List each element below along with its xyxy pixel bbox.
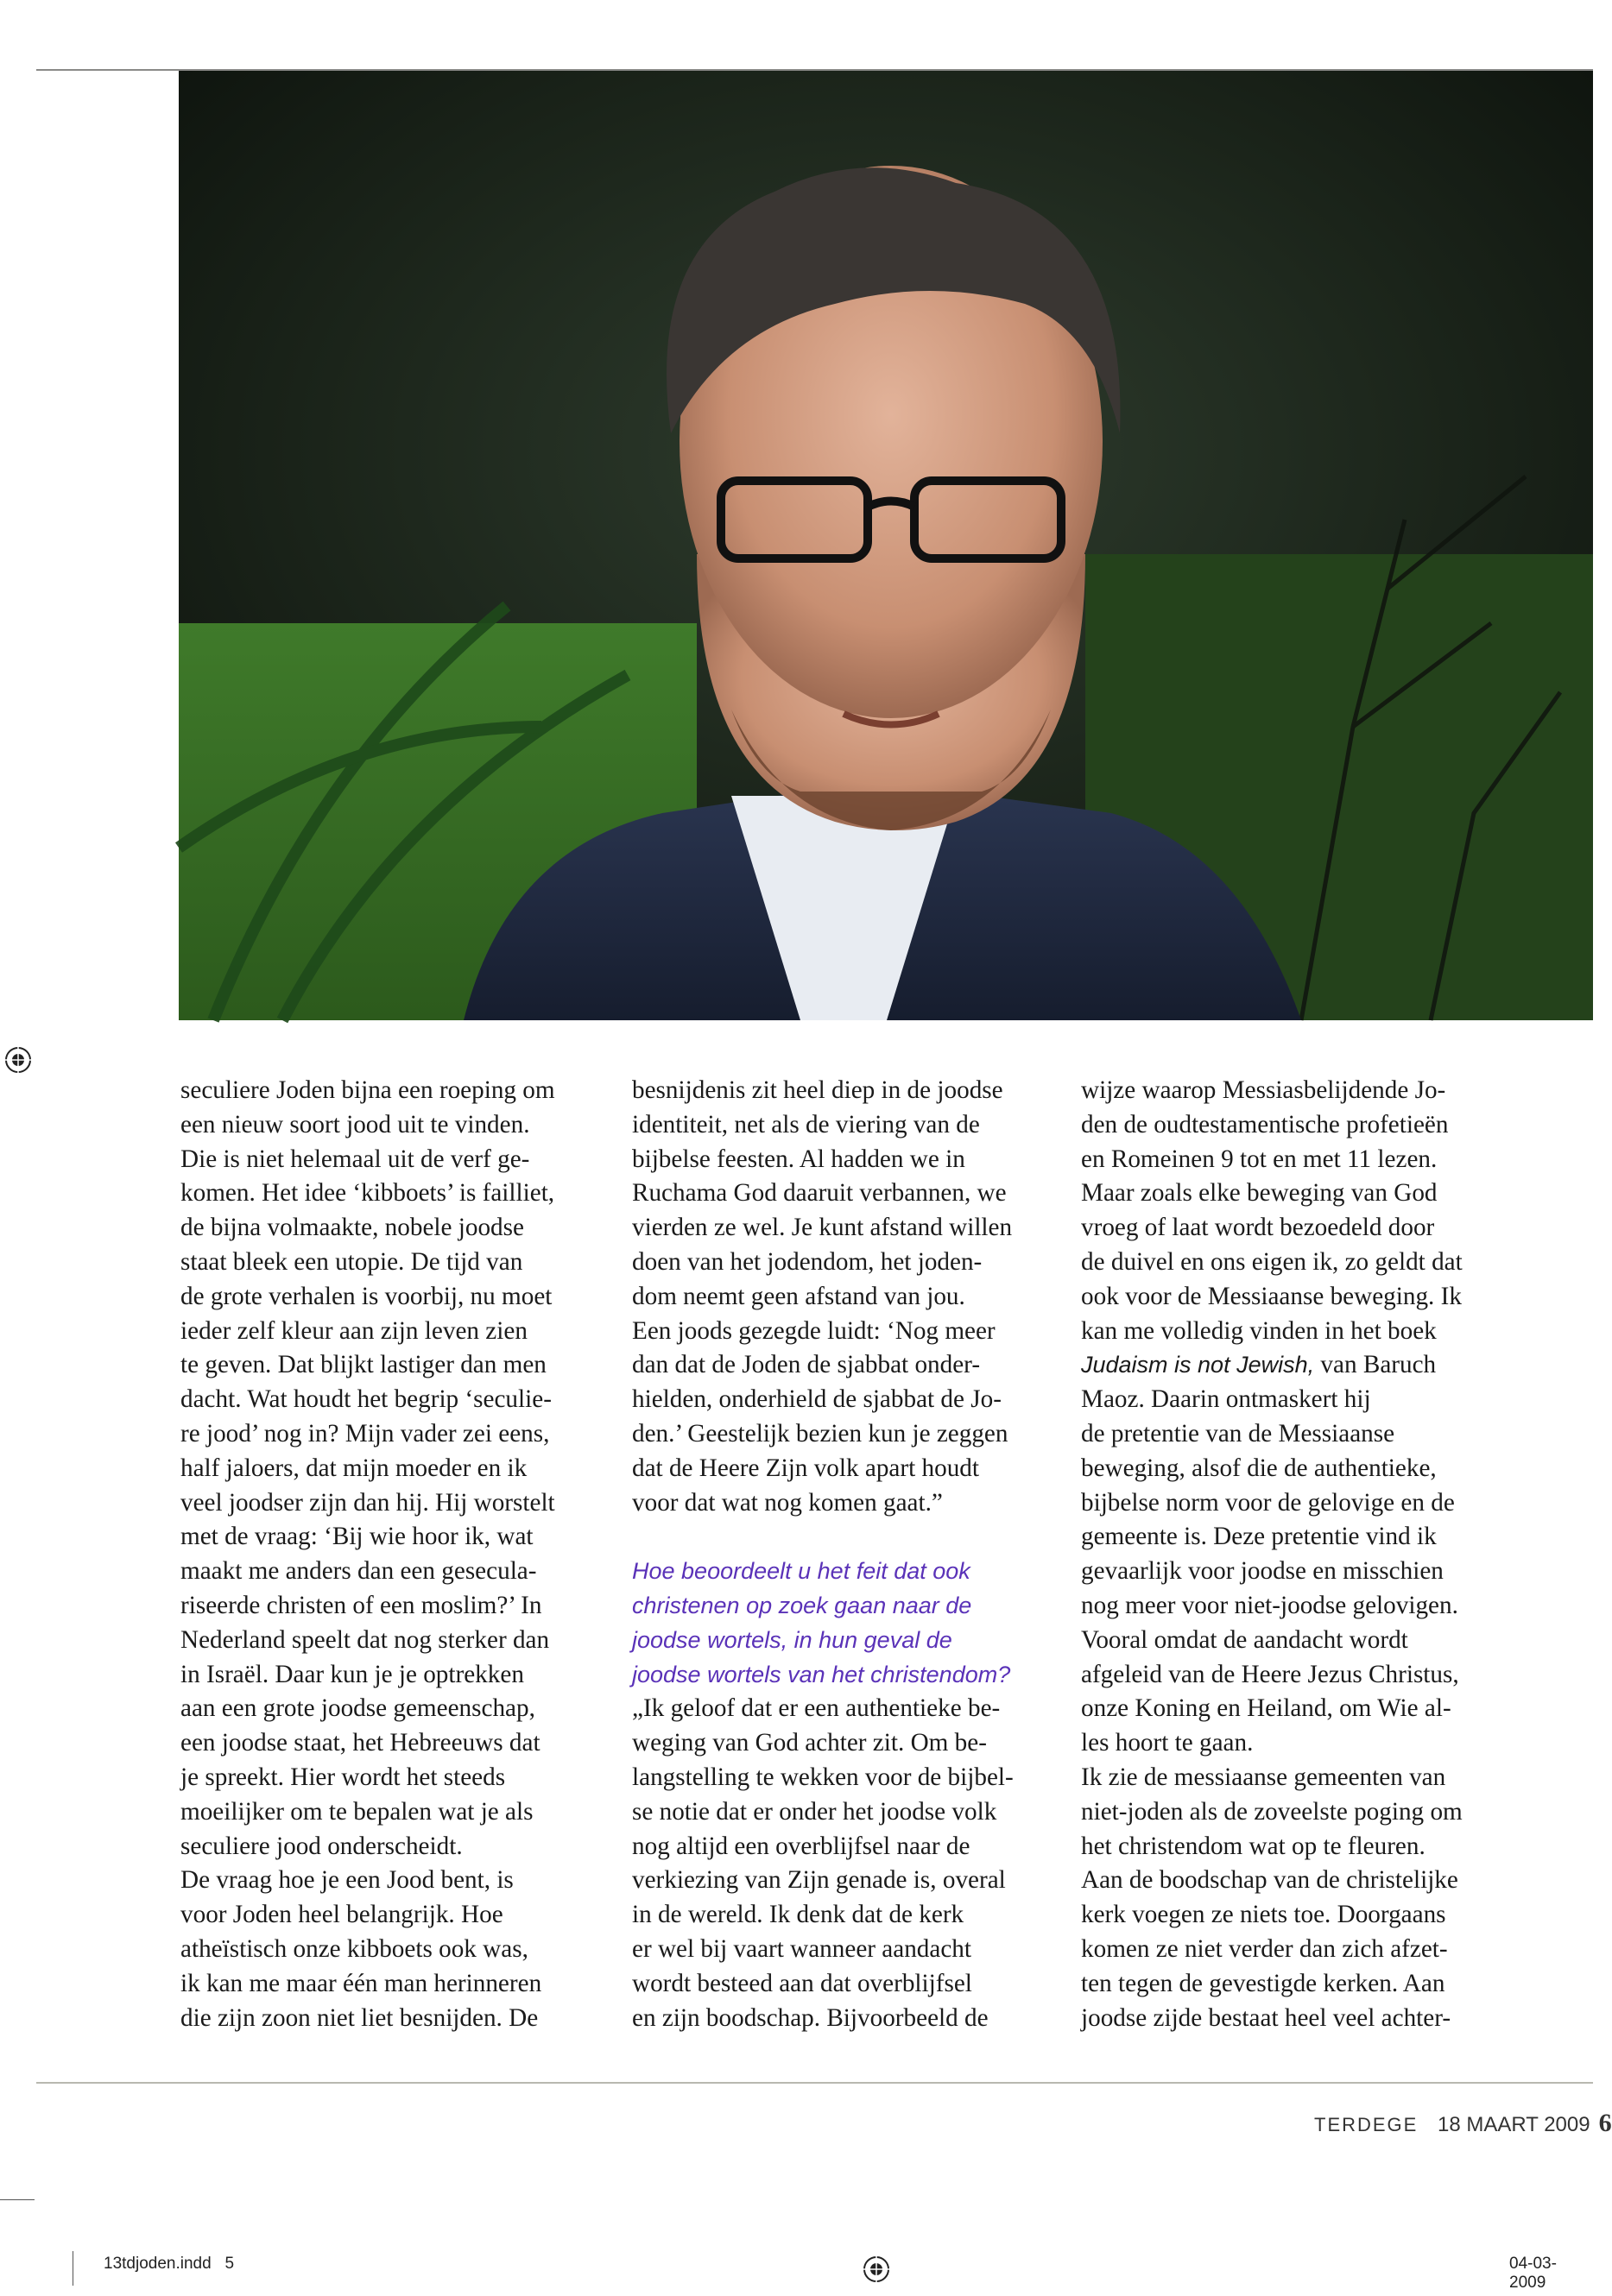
- page-number: 6: [1598, 2109, 1612, 2137]
- body-line: wordt besteed aan dat overblijfsel: [632, 1969, 972, 1997]
- body-line: verkiezing van Zijn genade is, overal: [632, 1866, 1006, 1895]
- body-line: hielden, onderhield de sjabbat de Jo-: [632, 1385, 1002, 1414]
- body-line: Ik zie de messiaanse gemeenten van: [1081, 1763, 1446, 1791]
- body-line: moeilijker om te bepalen wat je als: [180, 1797, 534, 1826]
- interview-question: joodse wortels van het christendom?: [632, 1661, 1011, 1687]
- body-line: voor dat wat nog komen gaat.”: [632, 1488, 943, 1517]
- body-line: re jood’ nog in? Mijn vader zei eens,: [180, 1419, 550, 1448]
- body-line: se notie dat er onder het joodse volk: [632, 1797, 997, 1826]
- body-line: dat de Heere Zijn volk apart houdt: [632, 1454, 979, 1482]
- body-line: kan me volledig vinden in het boek: [1081, 1316, 1437, 1345]
- body-line: en zijn boodschap. Bijvoorbeeld de: [632, 2003, 989, 2032]
- body-line: ook voor de Messiaanse beweging. Ik: [1081, 1282, 1462, 1310]
- body-line: Vooral omdat de aandacht wordt: [1081, 1625, 1408, 1654]
- body-line: riseerde christen of een moslim?’ In: [180, 1591, 542, 1619]
- body-line: weging van God achter zit. Om be-: [632, 1729, 987, 1757]
- body-line: ik kan me maar één man herinneren: [180, 1969, 542, 1997]
- body-line: met de vraag: ‘Bij wie hoor ik, wat: [180, 1523, 534, 1551]
- body-line: de duivel en ons eigen ik, zo geldt dat: [1081, 1247, 1463, 1276]
- body-line: komen. Het idee ‘kibboets’ is failliet,: [180, 1179, 555, 1208]
- body-line: Die is niet helemaal uit de verf ge-: [180, 1145, 530, 1173]
- crop-mark: [0, 2199, 35, 2200]
- body-line: dan dat de Joden de sjabbat onder-: [632, 1351, 981, 1379]
- body-line: aan een grote joodse gemeenschap,: [180, 1694, 535, 1723]
- body-line: bijbelse norm voor de gelovige en de: [1081, 1488, 1455, 1517]
- body-line: dom neemt geen afstand van jou.: [632, 1282, 965, 1310]
- body-line: die zijn zoon niet liet besnijden. De: [180, 2003, 539, 2032]
- interview-question: christenen op zoek gaan naar de: [632, 1592, 972, 1618]
- body-line: ieder zelf kleur aan zijn leven zien: [180, 1316, 528, 1345]
- body-line: staat bleek een utopie. De tijd van: [180, 1247, 523, 1276]
- spacer: [632, 1520, 1062, 1555]
- body-line: besnijdenis zit heel diep in de joodse: [632, 1076, 1003, 1104]
- body-line: nog altijd een overblijfsel naar de: [632, 1832, 970, 1860]
- body-line: wijze waarop Messiasbelijdende Jo-: [1081, 1076, 1446, 1104]
- body-line: Maoz. Daarin ontmaskert hij: [1081, 1385, 1371, 1414]
- bottom-rule: [36, 2082, 1593, 2084]
- body-line: half jaloers, dat mijn moeder en ik: [180, 1454, 528, 1482]
- body-line: er wel bij vaart wanneer aandacht: [632, 1934, 972, 1963]
- body-line: Ruchama God daaruit verbannen, we: [632, 1179, 1007, 1208]
- registration-mark-icon: [862, 2255, 891, 2284]
- body-line: een nieuw soort jood uit te vinden.: [180, 1110, 530, 1139]
- body-line: nog meer voor niet-joodse gelovigen.: [1081, 1591, 1458, 1619]
- body-line: voor Joden heel belangrijk. Hoe: [180, 1901, 503, 1929]
- body-line: in de wereld. Ik denk dat de kerk: [632, 1901, 964, 1929]
- body-line: joodse zijde bestaat heel veel achter-: [1081, 2003, 1451, 2032]
- slug-filename: 13tdjoden.indd 5: [104, 2255, 235, 2273]
- body-line: doen van het jodendom, het joden-: [632, 1247, 983, 1276]
- body-line: vierden ze wel. Je kunt afstand willen: [632, 1214, 1013, 1242]
- body-line: de bijna volmaakte, nobele joodse: [180, 1214, 524, 1242]
- body-line: dacht. Wat houdt het begrip ‘seculie-: [180, 1385, 552, 1414]
- portrait-illustration: [179, 71, 1593, 1020]
- body-line: langstelling te wekken voor de bijbel-: [632, 1763, 1014, 1791]
- body-line: Aan de boodschap van de christelijke: [1081, 1866, 1458, 1895]
- body-line: Nederland speelt dat nog sterker dan: [180, 1625, 550, 1654]
- body-line: veel joodser zijn dan hij. Hij worstelt: [180, 1488, 555, 1517]
- book-author: van Baruch: [1314, 1351, 1437, 1379]
- portrait-photo: [179, 71, 1593, 1020]
- body-line: den.’ Geestelijk bezien kun je zeggen: [632, 1419, 1008, 1448]
- body-line: te geven. Dat blijkt lastiger dan men: [180, 1351, 547, 1379]
- book-title-line: [1081, 1348, 1511, 1383]
- body-line: een joodse staat, het Hebreeuws dat: [180, 1729, 540, 1757]
- body-line: les hoort te gaan.: [1081, 1729, 1254, 1757]
- body-line: „Ik geloof dat er een authentieke be-: [632, 1694, 1001, 1723]
- body-line: het christendom wat op te fleuren.: [1081, 1832, 1426, 1860]
- body-line: Maar zoals elke beweging van God: [1081, 1179, 1438, 1208]
- interview-question: joodse wortels, in hun geval de: [632, 1626, 952, 1653]
- body-line: komen ze niet verder dan zich afzet-: [1081, 1934, 1448, 1963]
- body-line: onze Koning en Heiland, om Wie al-: [1081, 1694, 1451, 1723]
- book-title: Judaism is not Jewish,: [1081, 1352, 1315, 1378]
- page-footer: [1314, 2109, 1612, 2138]
- body-line: de pretentie van de Messiaanse: [1081, 1419, 1395, 1448]
- body-line: De vraag hoe je een Jood bent, is: [180, 1866, 514, 1895]
- body-line: in Israël. Daar kun je je optrekken: [180, 1660, 524, 1688]
- body-line: niet-joden als de zoveelste poging om: [1081, 1797, 1463, 1826]
- issue-date: 18 MAART 2009: [1438, 2113, 1590, 2136]
- body-line: Een joods gezegde luidt: ‘Nog meer: [632, 1316, 996, 1345]
- body-line: seculiere Joden bijna een roeping om: [180, 1076, 555, 1104]
- text-column-2: [632, 1074, 1062, 2035]
- body-line: gevaarlijk voor joodse en misschien: [1081, 1557, 1444, 1586]
- body-line: beweging, alsof die de authentieke,: [1081, 1454, 1437, 1482]
- body-line: identiteit, net als de viering van de: [632, 1110, 980, 1139]
- body-line: maakt me anders dan een gesecula-: [180, 1557, 537, 1586]
- body-line: gemeente is. Deze pretentie vind ik: [1081, 1523, 1437, 1551]
- body-line: bijbelse feesten. Al hadden we in: [632, 1145, 965, 1173]
- body-line: seculiere jood onderscheidt.: [180, 1832, 463, 1860]
- slug-date: 04-03-2009: [1509, 2255, 1557, 2292]
- body-line: vroeg of laat wordt bezoedeld door: [1081, 1214, 1435, 1242]
- text-column-3: [1081, 1074, 1511, 2035]
- body-line: atheïstisch onze kibboets ook was,: [180, 1934, 528, 1963]
- body-line: kerk voegen ze niets toe. Doorgaans: [1081, 1901, 1446, 1929]
- body-line: den de oudtestamentische profetieën: [1081, 1110, 1449, 1139]
- body-line: de grote verhalen is voorbij, nu moet: [180, 1282, 553, 1310]
- text-column-1: [180, 1074, 610, 2035]
- registration-mark-icon: [3, 1045, 33, 1075]
- body-line: en Romeinen 9 tot en met 11 lezen.: [1081, 1145, 1438, 1173]
- body-line: ten tegen de gevestigde kerken. Aan: [1081, 1969, 1445, 1997]
- body-line: afgeleid van de Heere Jezus Christus,: [1081, 1660, 1459, 1688]
- body-line: je spreekt. Hier wordt het steeds: [180, 1763, 506, 1791]
- magazine-name: TERDEGE: [1314, 2114, 1419, 2135]
- interview-question: Hoe beoordeelt u het feit dat ook: [632, 1558, 970, 1585]
